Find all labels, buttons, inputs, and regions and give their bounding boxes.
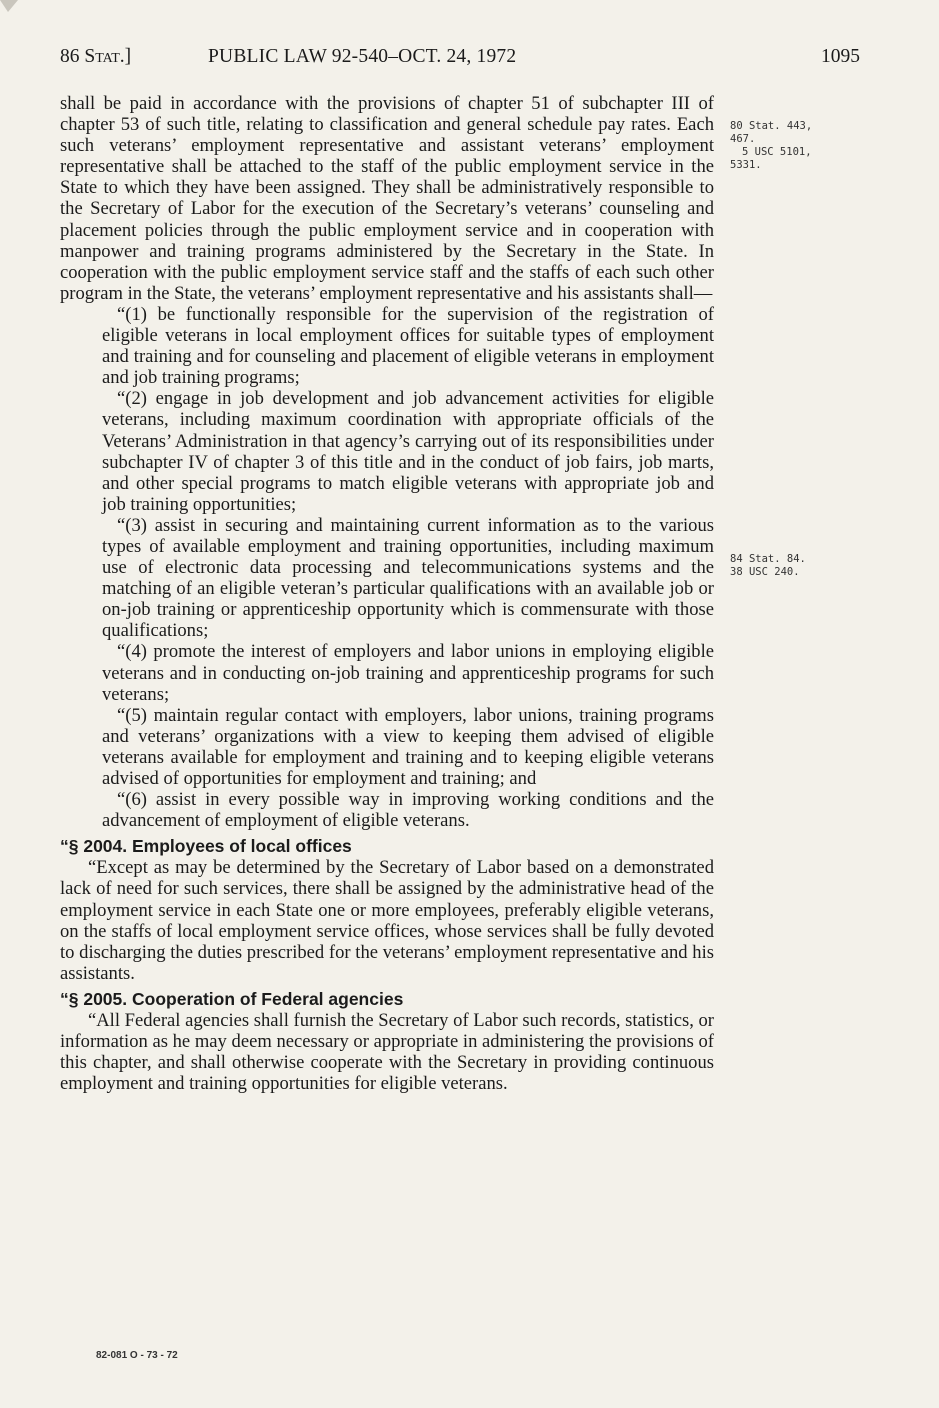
margin-note-1: 80 Stat. 443, 467. 5 USC 5101, 5331.: [730, 120, 813, 171]
list-item-5: “(5) maintain regular contact with employers, labor unions, training programs and veterans’ organizations with a view to keeping them advised of eligible veterans available for employment and training and to keeping eligible veterans advised of opportunities for employment and training; and: [102, 704, 714, 789]
section-2005-text: “All Federal agencies shall furnish the Secretary of Labor such records, statistics, or information as he may deem necessary or appropriate in administering the provisions of this chapter, and shall otherwise cooperate with the Secretary in providing continuous employment and training opportunities for eligible veterans.: [60, 1010, 714, 1095]
section-2004-text: “Except as may be determined by the Secretary of Labor based on a demonstrated lack of need for such services, there shall be assigned by the administrative head of the employment service in each State one or more employees, preferably eligible veterans, on the staffs of local employment service offices, whose services shall be fully devoted to discharging the duties prescribed for the veterans’ employment representative and his assistants.: [60, 857, 714, 984]
list-item-1: “(1) be functionally responsible for the supervision of the registration of eligible veterans in local employment offices for suitable types of employment and training and for counseling and placement of eligible veterans in employment and job training programs;: [102, 303, 714, 389]
section-2005-heading: “§ 2005. Cooperation of Federal agencies: [60, 988, 404, 1009]
list-item-4: “(4) promote the interest of employers and labor unions in employing eligible veterans and in conducting on-job training and apprenticeship programs for such veterans;: [102, 641, 714, 705]
page-number: 1095: [821, 46, 860, 67]
list-item-2: “(2) engage in job development and job advancement activities for eligible veterans, including maximum coordination with appropriate officials of the Veterans’ Administration in that agency’s carrying out of its responsibilities under subchapter IV of chapter 3 of this title and in the conduct of job fairs, job marts, and other special programs to match eligible veterans with appropriate job and job training opportunities;: [102, 388, 714, 515]
corner-smudge: [0, 0, 20, 14]
print-code: 82-081 O - 73 - 72: [96, 1350, 178, 1361]
margin-note-2: 84 Stat. 84. 38 USC 240.: [730, 553, 806, 578]
header-title: PUBLIC LAW 92-540–OCT. 24, 1972: [208, 46, 517, 67]
list-item-3: “(3) assist in securing and maintaining current information as to the various types of available employment and training opportunities, including maximum use of electronic data processing and telecommunications systems and the matching of an eligible veteran’s particular qualifications with an available job or on-job training or apprenticeship opportunity which is commensurate with those qualifications;: [102, 514, 714, 642]
header-statute: 86 Stat.]: [60, 46, 132, 67]
section-2004-heading: “§ 2004. Employees of local offices: [60, 836, 352, 857]
document-body: [60, 93, 714, 1094]
page-header: [60, 46, 860, 76]
intro-paragraph: shall be paid in accordance with the provisions of chapter 51 of subchapter III of chapter 53 of such title, relating to classification and general schedule pay rates. Each such veterans’ employment representative and assistant veterans’ employment representative shall be attached to the staff of the public employment service in the State to which they have been assigned. They shall be administratively responsible to the Secretary of Labor for the execution of the Secretary’s veterans’ counseling and placement policies through the public employment service and in cooperation with manpower and training programs administered by the Secretary in the State. In cooperation with the public employment service staff and the staffs of each such other program in the State, the veterans’ employment representative and his assistants shall—: [60, 93, 714, 304]
list-item-6: “(6) assist in every possible way in improving working conditions and the advancement of employment of eligible veterans.: [102, 789, 714, 832]
